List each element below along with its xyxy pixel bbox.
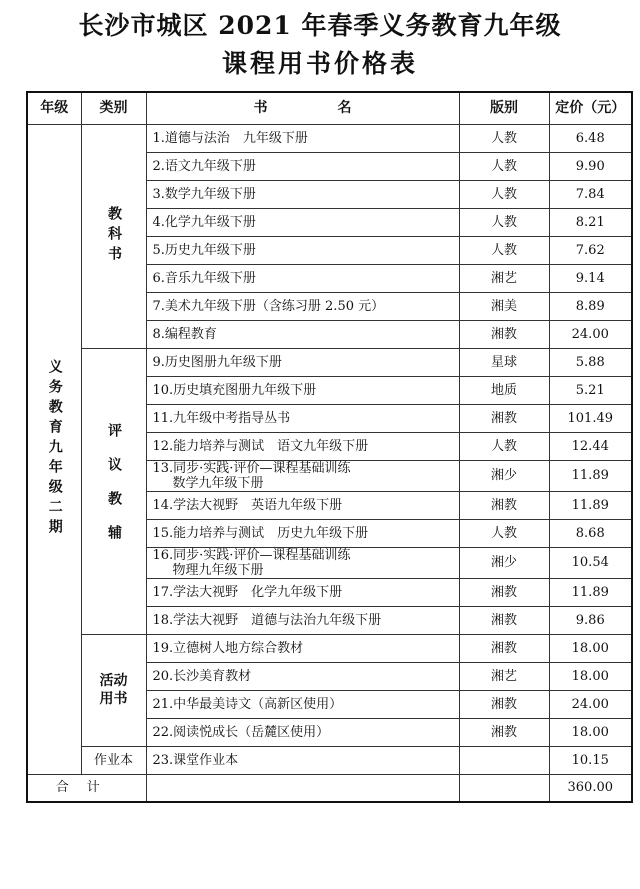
book-publisher: 湘少 <box>459 547 549 578</box>
category-textbook-label: 教科书 <box>106 206 122 266</box>
price-table <box>26 91 633 803</box>
table-row <box>27 634 632 662</box>
grade-cell <box>27 124 81 774</box>
book-price: 18.00 <box>549 634 632 662</box>
book-price: 9.14 <box>549 264 632 292</box>
book-name: 1.道德与法治 九年级下册 <box>146 124 459 152</box>
book-publisher: 湘教 <box>459 404 549 432</box>
book-publisher: 湘艺 <box>459 662 549 690</box>
book-price: 8.89 <box>549 292 632 320</box>
book-publisher: 人教 <box>459 519 549 547</box>
book-price: 8.21 <box>549 208 632 236</box>
book-publisher: 湘少 <box>459 460 549 491</box>
book-publisher: 星球 <box>459 348 549 376</box>
book-publisher: 人教 <box>459 236 549 264</box>
category-review <box>81 348 146 634</box>
book-name: 21.中华最美诗文（高新区使用） <box>146 690 459 718</box>
title-line-2: 课程用书价格表 <box>221 49 418 78</box>
book-publisher: 人教 <box>459 432 549 460</box>
book-name: 2.语文九年级下册 <box>146 152 459 180</box>
book-name: 22.阅读悦成长（岳麓区使用） <box>146 718 459 746</box>
book-name-line-2: 物理九年级下册 <box>172 562 264 578</box>
book-price: 5.21 <box>549 376 632 404</box>
book-price: 18.00 <box>549 662 632 690</box>
table-row <box>27 746 632 774</box>
book-price: 10.15 <box>549 746 632 774</box>
book-name: 23.课堂作业本 <box>146 746 459 774</box>
book-price: 11.89 <box>549 460 632 491</box>
category-activity-label: 活动用书 <box>99 673 128 707</box>
title-line-1: 长沙市城区 2021 年春季义务教育九年级 <box>78 11 562 40</box>
total-price: 360.00 <box>549 774 632 802</box>
book-price: 7.62 <box>549 236 632 264</box>
total-label: 合计 <box>27 774 146 802</box>
book-publisher: 湘教 <box>459 634 549 662</box>
book-price: 5.88 <box>549 348 632 376</box>
book-name: 14.学法大视野 英语九年级下册 <box>146 491 459 519</box>
book-name: 9.历史图册九年级下册 <box>146 348 459 376</box>
book-name: 15.能力培养与测试 历史九年级下册 <box>146 519 459 547</box>
book-price: 8.68 <box>549 519 632 547</box>
book-name-line-1: 16.同步·实践·评价—课程基础训练 <box>152 547 351 563</box>
book-price: 24.00 <box>549 690 632 718</box>
book-name: 17.学法大视野 化学九年级下册 <box>146 578 459 606</box>
book-price: 6.48 <box>549 124 632 152</box>
category-review-label: 评议教辅 <box>106 423 122 559</box>
category-textbook <box>81 124 146 348</box>
header-book-name: 书 名 <box>146 92 459 124</box>
header-row <box>27 92 632 124</box>
book-publisher: 湘教 <box>459 491 549 519</box>
total-row <box>27 774 632 802</box>
book-publisher: 人教 <box>459 208 549 236</box>
book-name-line-1: 13.同步·实践·评价—课程基础训练 <box>152 460 351 476</box>
book-name: 20.长沙美育教材 <box>146 662 459 690</box>
book-publisher: 湘美 <box>459 292 549 320</box>
book-price: 24.00 <box>549 320 632 348</box>
book-name: 5.历史九年级下册 <box>146 236 459 264</box>
book-price: 9.86 <box>549 606 632 634</box>
header-price: 定价（元） <box>549 92 632 124</box>
book-price: 101.49 <box>549 404 632 432</box>
header-publisher: 版别 <box>459 92 549 124</box>
book-price: 11.89 <box>549 491 632 519</box>
book-price: 9.90 <box>549 152 632 180</box>
book-name: 7.美术九年级下册（含练习册 2.50 元） <box>146 292 459 320</box>
book-name-line-2: 数学九年级下册 <box>172 475 264 491</box>
category-activity <box>81 634 146 746</box>
header-category: 类别 <box>81 92 146 124</box>
header-grade: 年级 <box>27 92 81 124</box>
book-publisher: 湘教 <box>459 606 549 634</box>
book-name <box>146 547 459 578</box>
book-publisher: 地质 <box>459 376 549 404</box>
book-name: 19.立德树人地方综合教材 <box>146 634 459 662</box>
book-price: 18.00 <box>549 718 632 746</box>
book-name: 3.数学九年级下册 <box>146 180 459 208</box>
book-name: 8.编程教育 <box>146 320 459 348</box>
total-empty-publisher <box>459 774 549 802</box>
book-publisher: 湘教 <box>459 320 549 348</box>
book-name: 12.能力培养与测试 语文九年级下册 <box>146 432 459 460</box>
book-publisher: 湘艺 <box>459 264 549 292</box>
book-name: 10.历史填充图册九年级下册 <box>146 376 459 404</box>
book-name: 11.九年级中考指导丛书 <box>146 404 459 432</box>
book-publisher: 湘教 <box>459 690 549 718</box>
book-publisher: 湘教 <box>459 578 549 606</box>
book-price: 12.44 <box>549 432 632 460</box>
table-row <box>27 348 632 376</box>
book-publisher: 湘教 <box>459 718 549 746</box>
book-name <box>146 460 459 491</box>
book-publisher: 人教 <box>459 152 549 180</box>
grade-label: 义务教育九年级二期 <box>46 359 63 539</box>
book-price: 10.54 <box>549 547 632 578</box>
table-row <box>27 124 632 152</box>
total-empty-name <box>146 774 459 802</box>
book-name: 18.学法大视野 道德与法治九年级下册 <box>146 606 459 634</box>
book-price: 7.84 <box>549 180 632 208</box>
category-homework: 作业本 <box>81 746 146 774</box>
book-publisher: 人教 <box>459 124 549 152</box>
book-name: 4.化学九年级下册 <box>146 208 459 236</box>
book-price: 11.89 <box>549 578 632 606</box>
book-name: 6.音乐九年级下册 <box>146 264 459 292</box>
book-publisher <box>459 746 549 774</box>
book-publisher: 人教 <box>459 180 549 208</box>
